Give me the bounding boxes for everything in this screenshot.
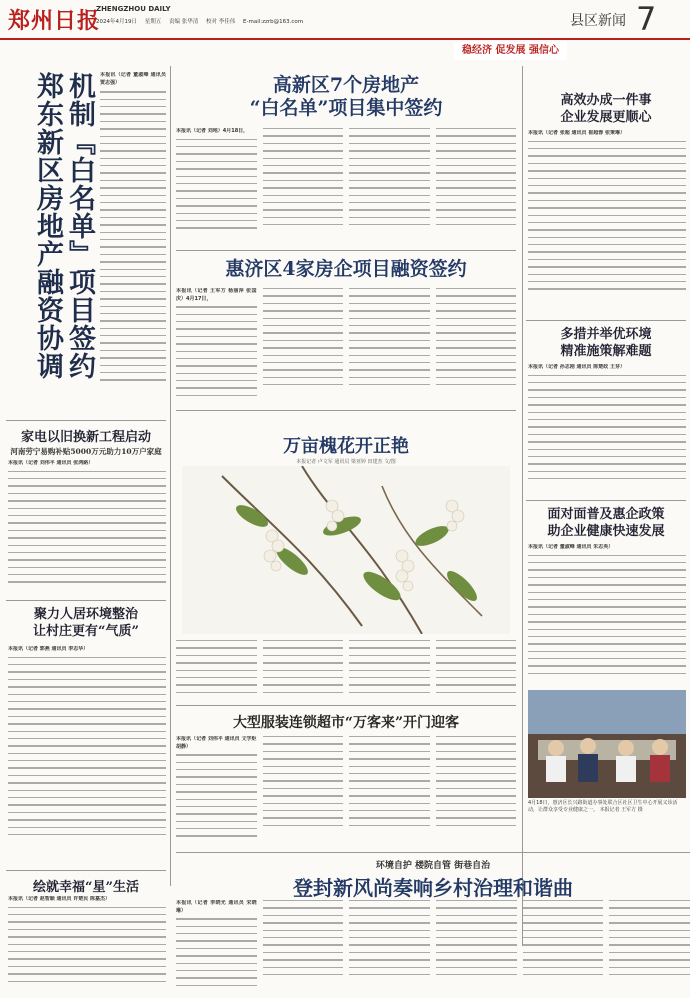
article-headline: 惠济区4家房企项目融资签约	[225, 258, 467, 280]
proofreader: 校对 李佳伟	[206, 19, 236, 25]
article-subtitle: 河南劳宁易购补贴5000万元助力10万户家庭	[10, 447, 162, 456]
article-headline: 绘就幸福“星”生活	[33, 880, 139, 895]
article-headline: 大型服装连锁超市“万客来”开门迎客	[232, 715, 460, 731]
section-divider	[526, 500, 686, 501]
article-byline: 本报讯（记者 郭燕 通讯员 李志华）	[8, 646, 89, 652]
section-divider	[6, 420, 166, 421]
section-divider	[6, 600, 166, 601]
section-divider	[526, 320, 686, 321]
headline-line: 企业发展更顺心	[560, 110, 652, 125]
issue-weekday: 星期五	[144, 19, 162, 25]
headline-line: 聚力人居环境整治	[33, 607, 138, 622]
lead-title	[8, 72, 94, 406]
article-byline: 本报讯（记者 李晓光 通讯员 宋晓琳）	[176, 900, 257, 914]
article-body	[176, 128, 516, 246]
headline-line: 精准施策解难题	[560, 344, 652, 359]
article-headline	[526, 92, 686, 126]
headline-line: 多措并举优环境	[560, 327, 652, 342]
article-byline: 本报讯（记者 刘伟平 通讯员 张鸿路）	[8, 460, 94, 466]
huai-flower-photo	[182, 466, 510, 634]
masthead	[0, 0, 690, 40]
headline-line: 高效办成一件事	[560, 93, 652, 108]
article-headline: 万亩槐花开正艳	[283, 436, 409, 457]
article-byline: 本报讯（记者 王军方 杨丽萍 张国庆）4月17日，	[176, 288, 257, 302]
headline-line: 让村庄更有“气质”	[33, 624, 139, 639]
article-body	[176, 288, 516, 406]
section-divider	[176, 250, 516, 251]
section-divider	[176, 705, 516, 706]
clinic-photo	[528, 690, 686, 798]
article-headline	[6, 606, 166, 640]
article-headline	[526, 326, 686, 360]
section-title: 县区新闻	[570, 13, 626, 29]
column-divider	[170, 66, 171, 886]
article-headline	[176, 74, 516, 120]
headline-line: 高新区7个房地产	[272, 74, 420, 96]
article-byline: 本报讯（记者 赵智颖 通讯员 许楚民 陈嘉杰）	[8, 896, 110, 902]
flower-illustration	[182, 466, 510, 634]
lead-byline: 本报讯（记者 董淑峰 通讯员 贾志强）	[100, 72, 166, 86]
clinic-illustration	[528, 690, 686, 798]
article-byline: 本报讯（记者 刘地）4月18日，	[176, 128, 249, 134]
photo-article-body	[176, 640, 516, 702]
headline-line: 助企业健康快速发展	[547, 524, 665, 539]
email: E-mail:zzrb@163.com	[243, 19, 304, 25]
article-body	[8, 646, 166, 866]
section-divider	[176, 410, 516, 411]
article-body	[8, 460, 166, 596]
article-byline: 本报讯（记者 刘伟平 通讯员 文学炬 胡静）	[176, 736, 257, 750]
article-headline: 登封新风尚奏响乡村治理和谐曲	[293, 876, 573, 900]
photo-caption: 4月18日，惠济区长兴路街道办事处联合区社区卫生中心开展义诊活动，让群众享受专业健康之一。 本报记者 王军方 摄	[528, 800, 678, 813]
column-divider	[522, 66, 523, 946]
section-divider	[6, 870, 166, 871]
section-divider	[176, 852, 690, 853]
headline-line: 面对面普及惠企政策	[547, 507, 665, 522]
article-kicker: 环境自护 楼院自管 街巷自治	[375, 861, 491, 871]
article-headline: 家电以旧换新工程启动	[20, 430, 151, 445]
newspaper-english-name: ZHENGZHOU DAILY	[96, 5, 171, 13]
article-byline: 本报讯（记者 董淑峰 通讯员 朱志英）	[528, 544, 614, 550]
article-body	[176, 900, 690, 994]
page-number: 7	[636, 0, 657, 38]
issue-meta	[96, 17, 309, 25]
article-body	[528, 364, 686, 496]
article-byline: 本报讯（记者 孙志刚 通讯员 陈楚政 王芽）	[528, 364, 625, 370]
lead-article-body	[100, 72, 166, 408]
article-body	[528, 544, 686, 686]
article-body	[8, 896, 166, 994]
article-byline: 本报讯（记者 张超 通讯员 崔超蓉 张秉琳）	[528, 130, 625, 136]
slogan-banner: 稳经济 促发展 强信心	[454, 42, 567, 60]
editor: 责编 张华清	[169, 19, 199, 25]
lead-title-col: 郑东新区房地产融资协调	[32, 72, 63, 380]
lead-title-col: 机制『白名单』项目签约	[64, 72, 95, 380]
text-lines	[100, 91, 166, 381]
article-body	[176, 736, 516, 848]
article-headline	[526, 506, 686, 540]
photo-credit: 本报记者 卢文军 通讯员 梁亚婷 田建杰 文/图	[296, 459, 396, 465]
article-body	[528, 130, 686, 316]
issue-date: 2024年4月19日	[96, 19, 137, 25]
newspaper-logo: 郑州日报	[8, 8, 101, 34]
headline-line: “白名单”项目集中签约	[249, 97, 443, 119]
